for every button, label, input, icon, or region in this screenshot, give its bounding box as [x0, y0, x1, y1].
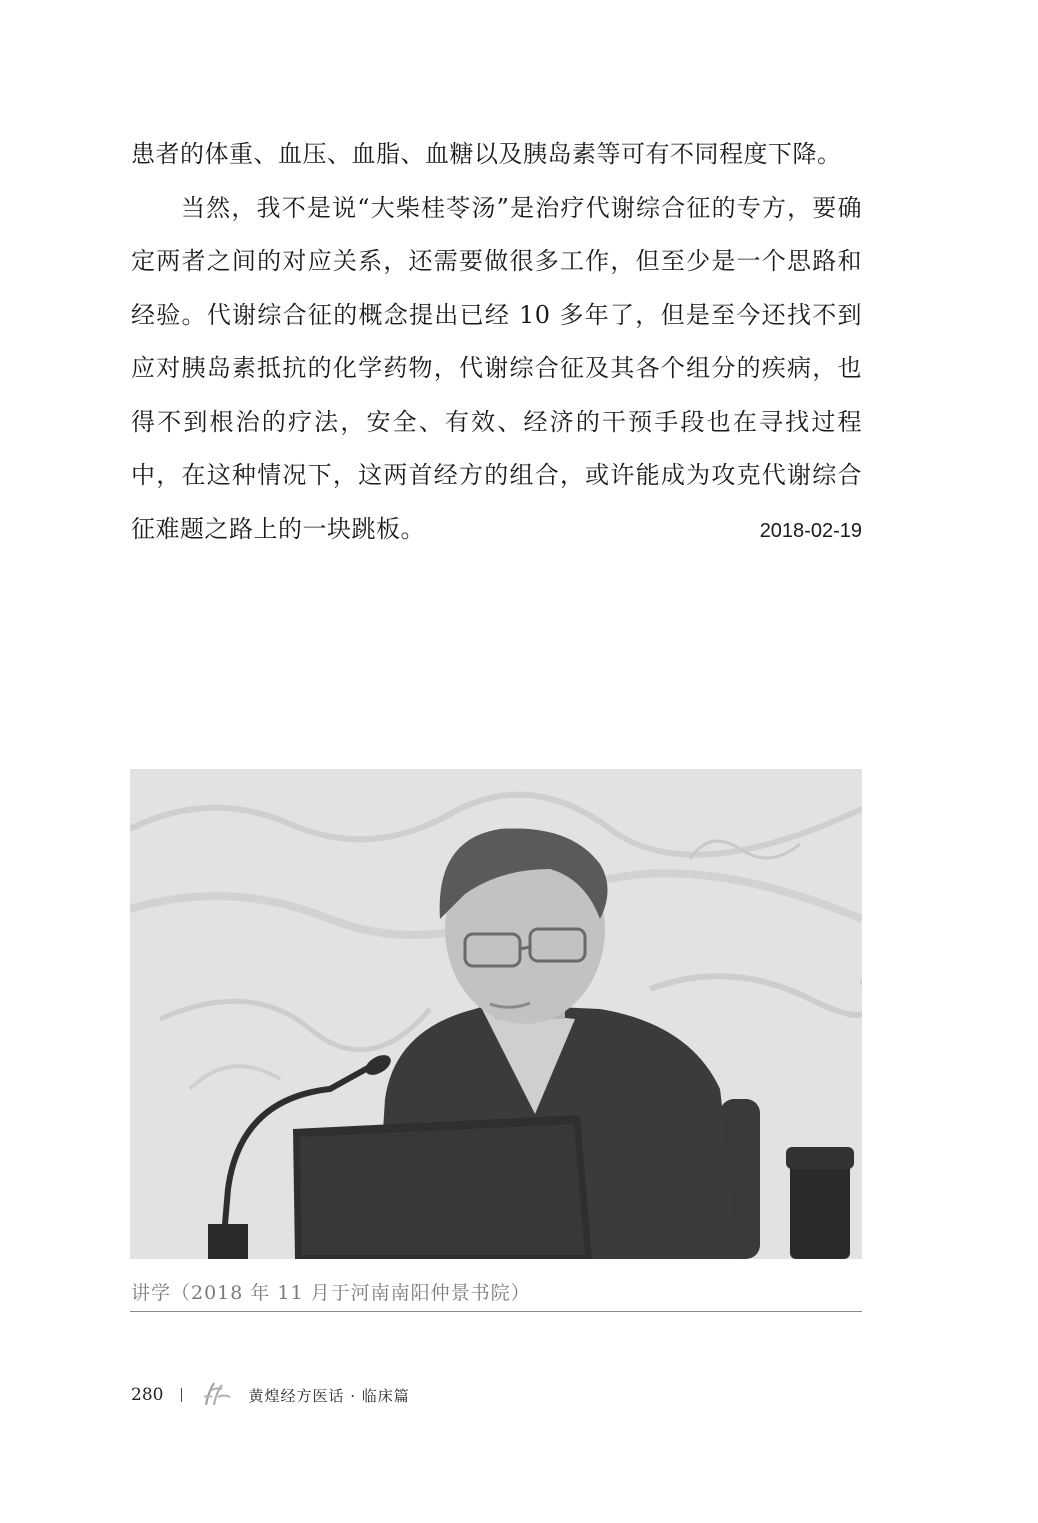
paragraph-main: 当然，我不是说“大柴桂苓汤”是治疗代谢综合征的专方，要确定两者之间的对应关系，还需要做很多工作，但至少是一个思路和经验。代谢综合征的概念提出已经 10 多年了，但是至今还找不到应对胰岛素抵抗的化学药物，代谢综合征及其各个组分的疾病，也得不到根治的疗法，安全、有效、经济的干预手段也在寻找过程中，在这种情况下，这两首经方的组合，或许能成为攻克代谢综合征难题之路上的一块跳板。: [131, 193, 862, 543]
paragraph-continued: 患者的体重、血压、血脂、血糖以及胰岛素等可有不同程度下降。: [131, 140, 842, 168]
caption-divider: [130, 1311, 862, 1312]
page-number: 280: [131, 1385, 164, 1405]
lecture-photo: [130, 769, 862, 1259]
page-footer: [131, 1381, 410, 1409]
article-date: 2018-02-19: [759, 520, 862, 542]
bamboo-emblem-icon: [200, 1379, 234, 1412]
photo-caption: 讲学（2018 年 11 月于河南南阳仲景书院）: [131, 1282, 531, 1304]
book-title: 黄煌经方医话 · 临床篇: [248, 1386, 410, 1405]
footer-separator: [181, 1388, 182, 1402]
article-body: [131, 128, 862, 556]
